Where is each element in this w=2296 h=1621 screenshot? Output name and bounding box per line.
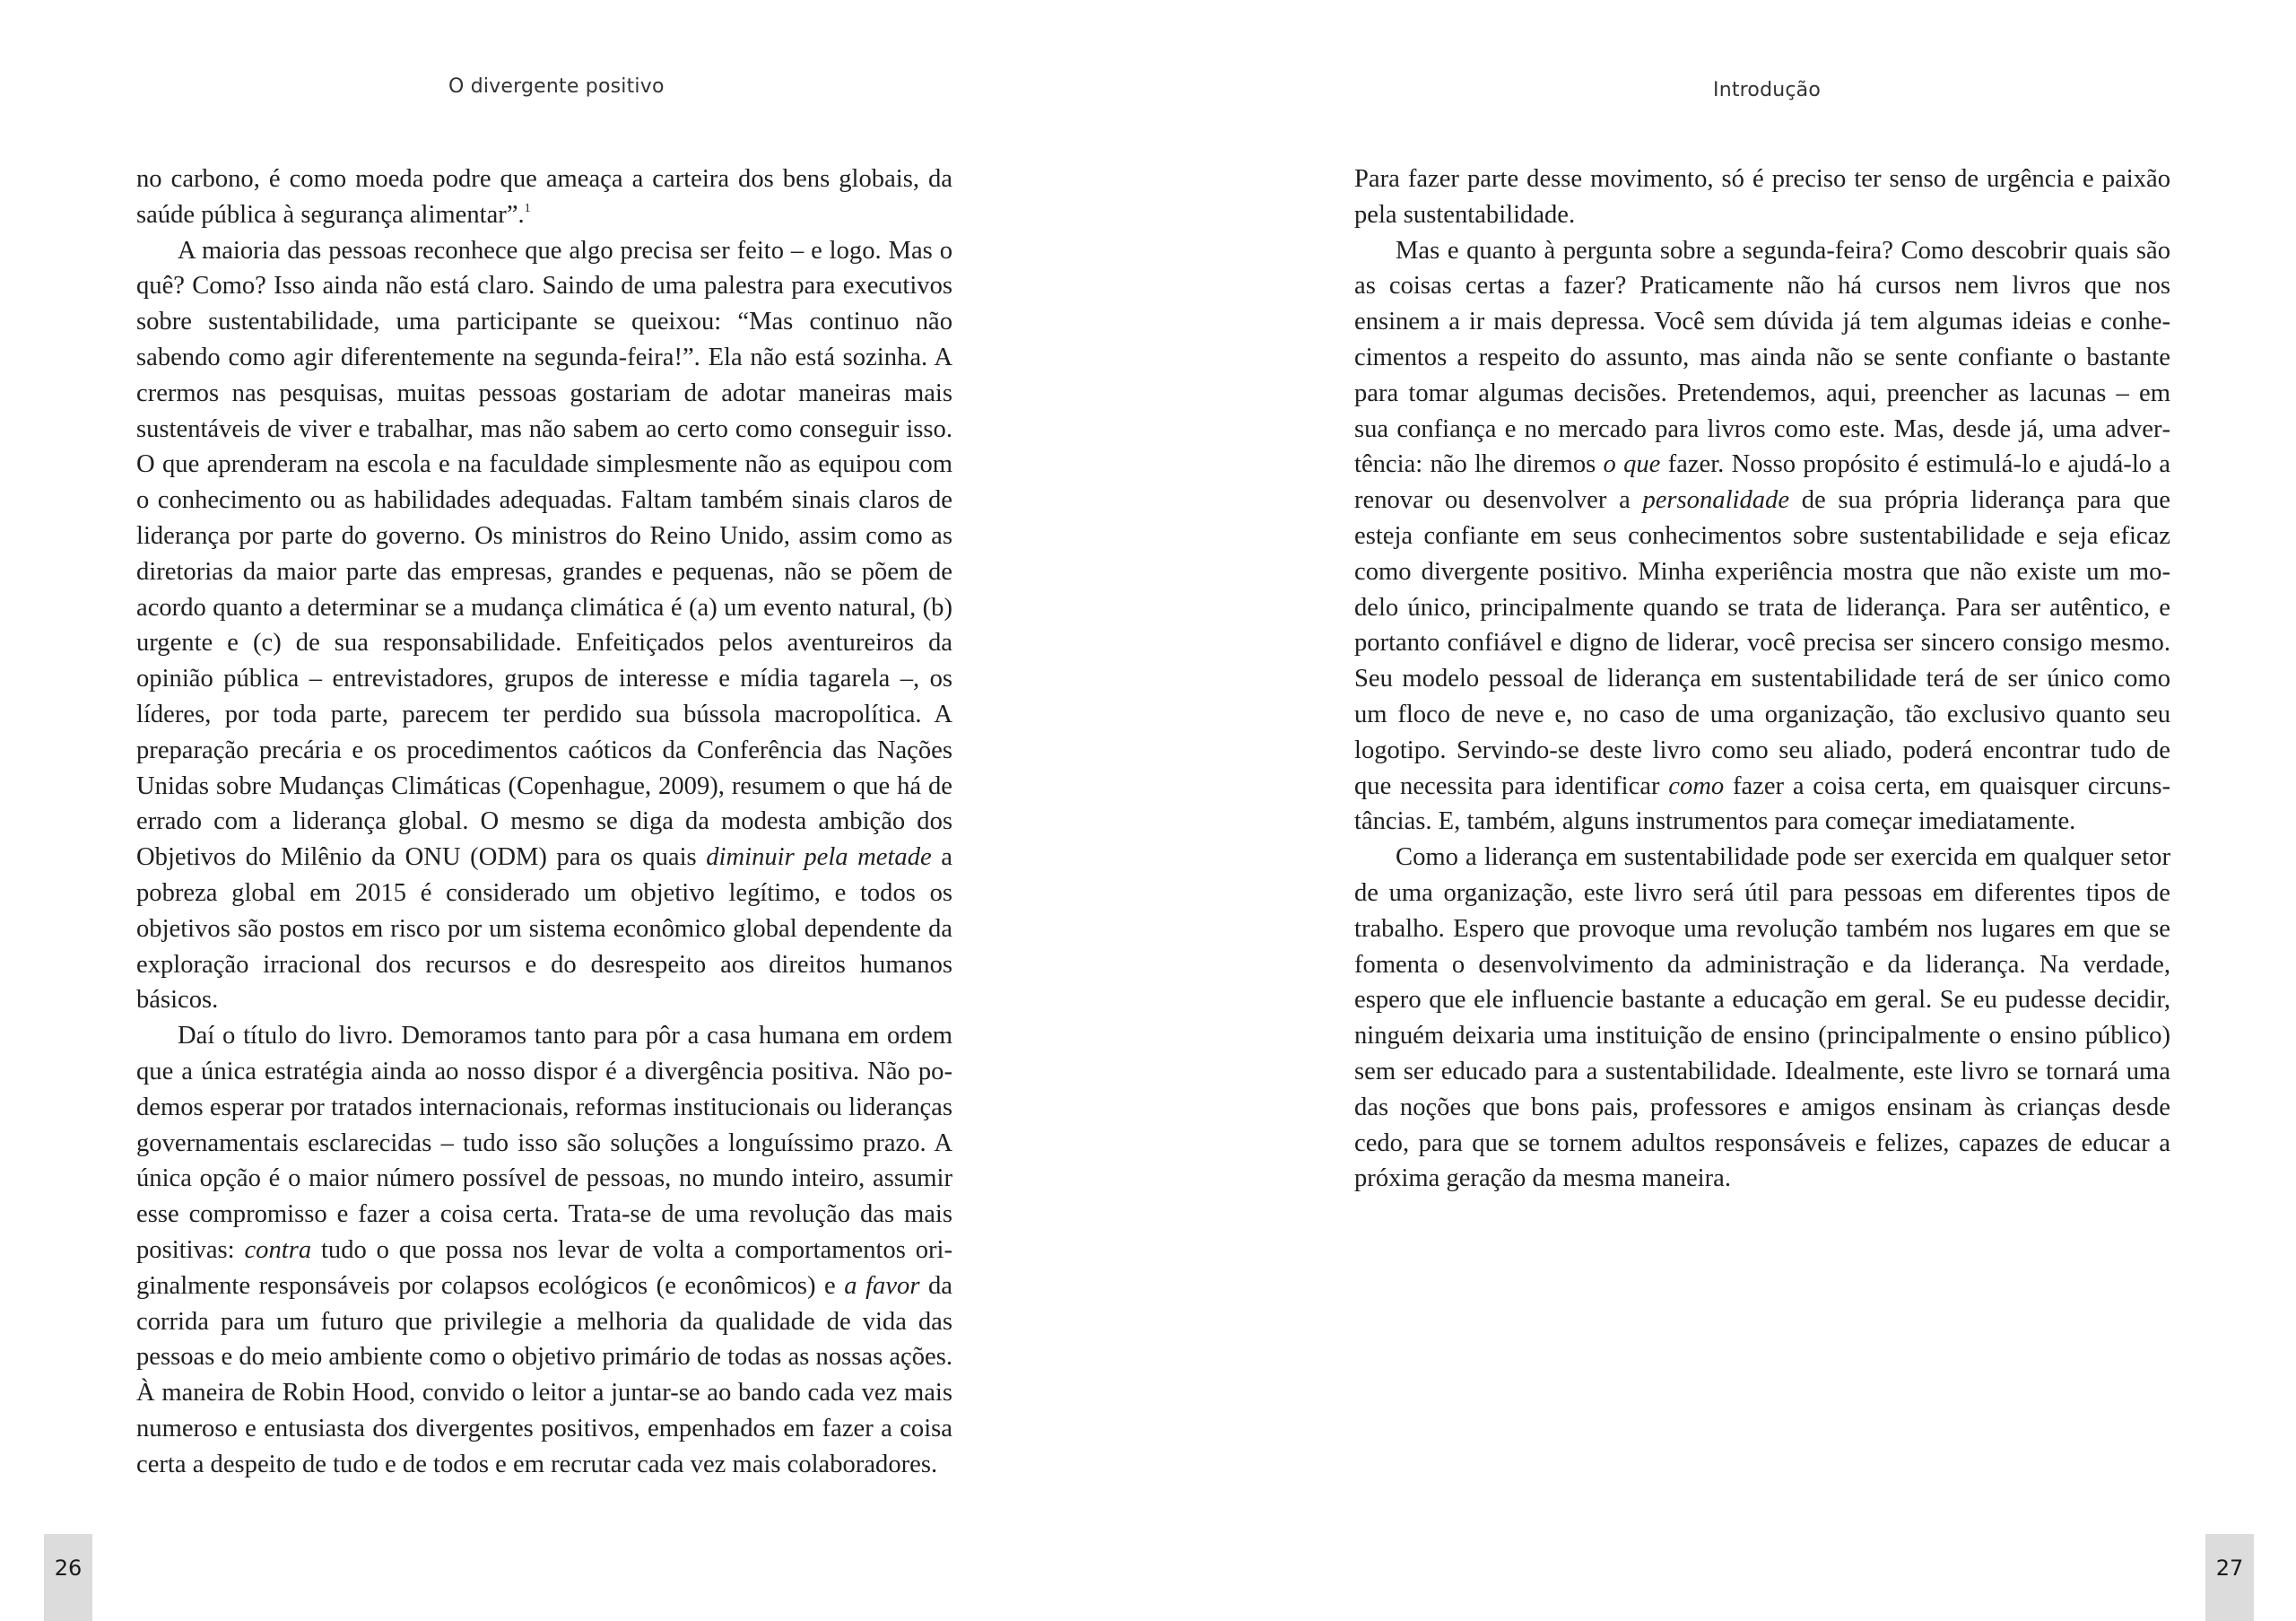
italic-text: como [1668,771,1725,800]
italic-text: diminuir pela metade [706,843,932,872]
text-run: fazer a coisa certa, em quaisquer circunstâncias. E, também, alguns instrumentos para começar imediatamente. [1354,771,2170,836]
text-run: Mas e quanto à pergunta sobre a segunda-feira? Como descobrir quais são as coisas certas a fazer? Praticamente não há cursos nem livros que nos ensinem a ir mais depressa. Você sem dúvida já tem algumas ideias e conhecimentos a respeito do assunto, mas ainda não se sente confiante o bastante para tomar algumas decisões. Pretendemos, aqui, preencher as lacunas – em sua confiança e no mercado para livros como este. Mas, desde já, uma advertência: não lhe diremos [1354,236,2170,479]
body-text-left [136,161,952,1482]
running-head-left: O divergente positivo [448,75,665,98]
paragraph [1354,233,2170,841]
text-run: a pobreza global em 2015 é considerado um objetivo legítimo, e todos os objetivos são postos em risco por um sistema econômico global dependente da exploração irracional dos recursos e do desrespeito aos direitos humanos básicos. [136,843,952,1015]
text-run: A maioria das pessoas reconhece que algo precisa ser feito – e logo. Mas o quê? Como? Isso ainda não está claro. Saindo de uma palestra para executivos sobre sustentabilidade, uma participante se queixou: “Mas continuo não sabendo como agir diferentemente na segunda-feira!”. Ela não está sozinha. A crermos nas pesquisas, muitas pessoas gostariam de adotar maneiras mais sustentáveis de viver e trabalhar, mas não sabem ao certo como conseguir isso. O que aprenderam na escola e na faculdade simplesmente não as equipou com o conhecimento ou as habilidades adequadas. Faltam também sinais claros de liderança por parte do governo. Os ministros do Reino Unido, assim como as diretorias da maior parte das empresas, grandes e pequenas, não se põem de acordo quanto a determinar se a mudança climática é (a) um evento natural, (b) urgente e (c) de sua responsabilidade. Enfeitiçados pelos aventureiros da opinião pública – entrevistadores, grupos de interesse e mídia tagarela –, os líderes, por toda parte, parecem ter perdido sua bússola macropolítica. A preparação precária e os procedimentos caóticos da Conferência das Nações Unidas sobre Mudanças Climáticas (Copenhague, 2009), resumem o que há de errado com a liderança global. O mesmo se diga da modesta ambição dos Objetivos do Milênio da ONU (ODM) para os quais [136,236,952,872]
text-run: Para fazer parte desse movimento, só é preciso ter senso de urgência e paixão pela sustentabilidade. [1354,165,2170,229]
text-run: Daí o título do livro. Demoramos tanto para pôr a casa humana em ordem que a única estratégia ainda ao nosso dispor é a divergência positiva. Não podemos esperar por tratados internacionais, reformas institucionais ou lideranças governamentais esclarecidas – tudo isso são soluções a longuíssimo prazo. A única opção é o maior número possível de pessoas, no mundo inteiro, assumir esse compromisso e fazer a coisa certa. Trata-se de uma revolução das mais positivas: [136,1022,952,1264]
text-run: da corrida para um futuro que privilegie a melhoria da qualidade de vida das pessoas e do meio ambiente como o objetivo primário de todas as nossas ações. À maneira de Robin Hood, convido o leitor a juntar-se ao bando cada vez mais numeroso e entusiasta dos divergentes positivos, empenhados em fazer a coisa certa a despeito de tudo e de todos e em recrutar cada vez mais colaboradores. [136,1271,953,1478]
page-number-left: 26 [44,1534,92,1621]
paragraph [136,233,952,1019]
paragraph [1354,840,2170,1197]
text-run: de sua própria liderança para que esteja confiante em seus conhecimentos sobre sustentabilidade e seja eficaz como divergente positivo. Minha experiência mostra que não existe um modelo único, principalmente quando se trata de liderança. Para ser autêntico, e portanto confiável e digno de liderar, você precisa ser sincero consigo mesmo. Seu modelo pessoal de liderança em sustentabilidade terá de ser único como um floco de neve e, no caso de uma organização, tão exclusivo quanto seu logotipo. Servindo-se deste livro como seu aliado, poderá encontrar tudo de que necessita para identificar [1354,486,2170,800]
running-head-right: Introdução [1713,79,1822,101]
footnote-marker: 1 [524,201,531,215]
text-run: Como a liderança em sustentabilidade pode ser exercida em qualquer setor de uma organização, este livro será útil para pessoas em diferentes tipos de trabalho. Espero que provoque uma revolução também nos lugares em que se fomenta o desenvolvimento da administração e da liderança. Na verdade, espero que ele influencie bastante a educação em geral. Se eu pudesse decidir, ninguém deixaria uma instituição de ensino (principalmente o ensino público) sem ser educado para a sustentabilidade. Idealmente, este livro se tornará uma das noções que bons pais, professores e amigos ensinam às crianças desde cedo, para que se tornem adultos responsáveis e felizes, capazes de educar a próxima geração da mesma maneira. [1354,843,2170,1193]
paragraph [136,161,952,233]
text-run: tudo o que possa nos levar de volta a comportamentos originalmente responsáveis por colapsos ecológicos (e econômicos) e [136,1235,952,1300]
italic-text: a favor [844,1271,920,1300]
italic-text: contra [244,1235,312,1264]
text-run: no carbono, é como moeda podre que ameaça a carteira dos bens globais, da saúde pública à segurança alimentar”. [136,165,952,229]
paragraph [136,1018,952,1482]
text-run: fazer. Nosso propósito é estimulá-lo e ajudá-lo a renovar ou desenvolver a [1354,450,2170,515]
paragraph [1354,161,2170,233]
body-text-right [1354,161,2170,1197]
right-page [1148,0,2296,1621]
italic-text: personalidade [1642,486,1790,515]
page-number-right: 27 [2205,1534,2254,1621]
italic-text: o que [1603,450,1661,479]
